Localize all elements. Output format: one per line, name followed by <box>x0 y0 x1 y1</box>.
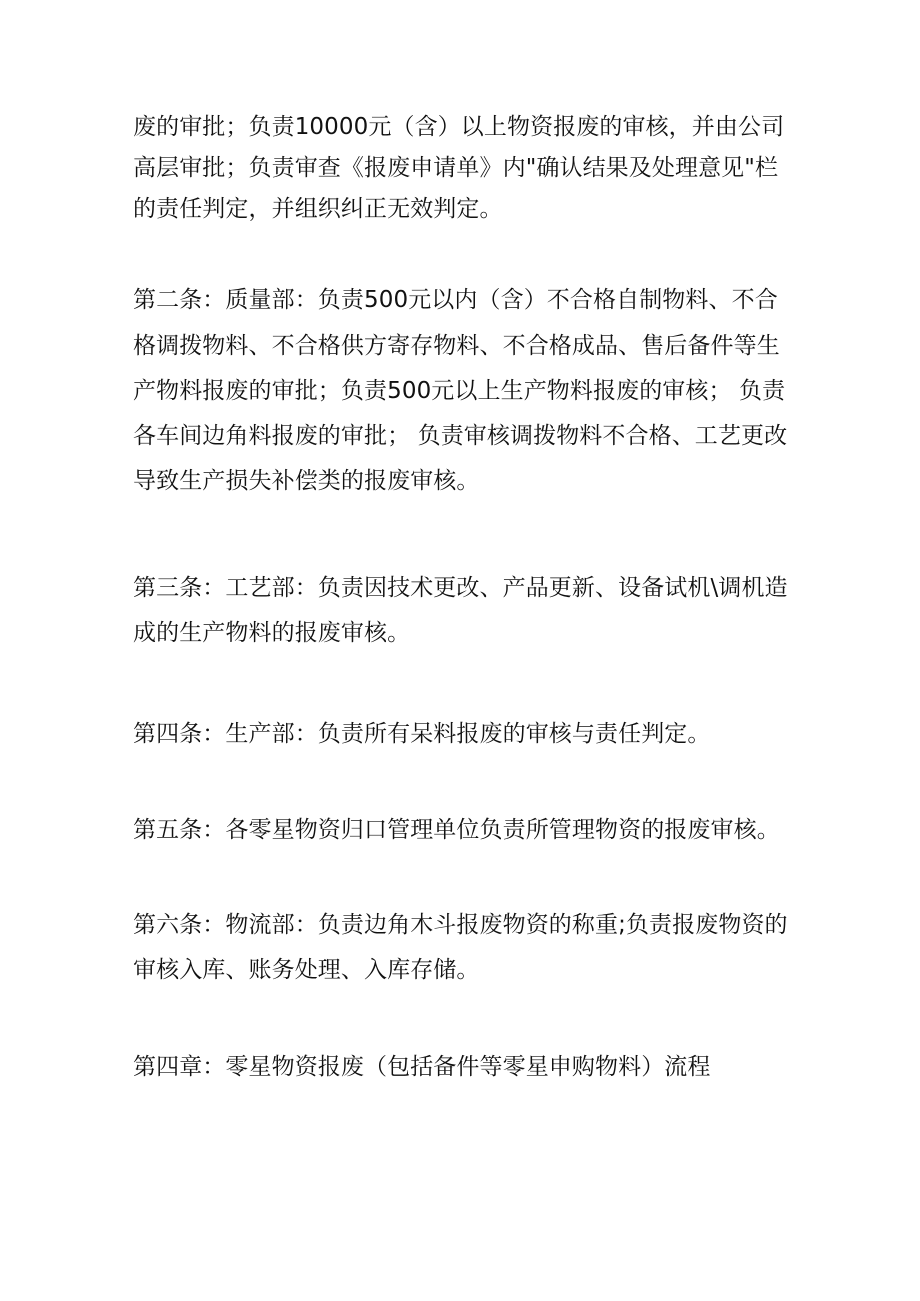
text-line: 的责任判定，并组织纠正无效判定。 <box>133 196 503 222</box>
heading-line: 第四章：零星物资报废（包括备件等零星申购物料）流程 <box>133 1054 711 1080</box>
text-line: 第三条：工艺部：负责因技术更改、产品更新、设备试机\调机造 <box>133 575 788 601</box>
text-line: 第四条：生产部：负责所有呆料报废的审核与责任判定。 <box>133 721 711 747</box>
text-line: 导致生产损失补偿类的报废审核。 <box>133 468 480 494</box>
text-line: 第五条：各零星物资归口管理单位负责所管理物资的报废审核。 <box>133 817 780 843</box>
text-line: 各车间边角料报废的审批； 负责审核调拨物料不合格、工艺更改 <box>133 423 788 449</box>
text-line: 第二条：质量部：负责500元以内（含）不合格自制物料、不合 <box>133 287 778 313</box>
text-line: 成的生产物料的报废审核。 <box>133 620 411 646</box>
text-line: 产物料报废的审批；负责500元以上生产物料报废的审核； 负责 <box>133 378 786 404</box>
text-line: 格调拨物料、不合格供方寄存物料、不合格成品、售后备件等生 <box>133 333 780 359</box>
text-line: 废的审批；负责10000元（含）以上物资报废的审核，并由公司 <box>133 114 785 140</box>
text-line: 高层审批；负责审查《报废申请单》内"确认结果及处理意见"栏 <box>133 155 779 181</box>
text-line: 第六条：物流部：负责边角木斗报废物资的称重;负责报废物资的 <box>133 912 788 938</box>
text-line: 审核入库、账务处理、入库存储。 <box>133 957 480 983</box>
